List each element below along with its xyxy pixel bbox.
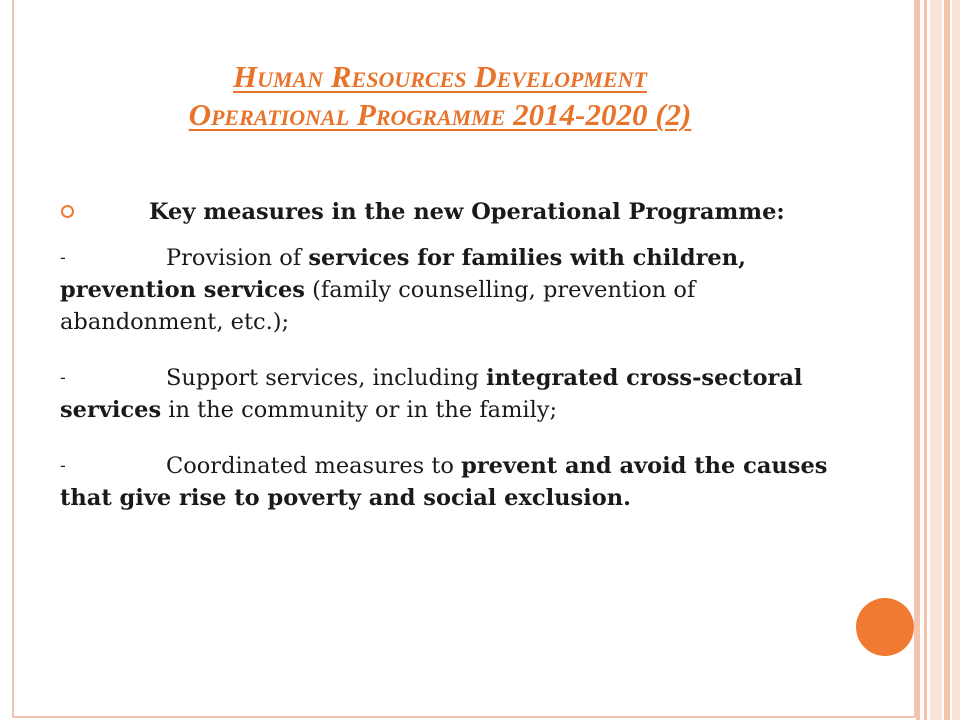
slide-body <box>60 196 830 514</box>
stripe <box>930 0 942 720</box>
slide-title-line-1: Human Resources Development <box>233 59 647 94</box>
decorative-orange-circle <box>856 598 914 656</box>
emphasized-text: services for families with children, prevention services <box>60 245 746 303</box>
stripe <box>944 0 950 720</box>
stripe <box>924 0 927 720</box>
intro-text: Key measures in the new Operational Programme: <box>149 199 785 225</box>
item-text: in the community or in the family; <box>161 397 558 423</box>
item-text: Coordinated measures to <box>166 453 462 479</box>
item-text: Support services, including <box>166 365 487 391</box>
emphasized-text: integrated cross-sectoral services <box>60 365 803 423</box>
measure-item <box>60 450 830 514</box>
circle-bullet-icon <box>61 205 74 218</box>
measure-item <box>60 362 830 426</box>
slide-title-line-2: Operational Programme 2014-2020 (2) <box>188 97 692 132</box>
dash-marker: - <box>60 248 66 268</box>
emphasized-text: prevent and avoid the causes that give rise to poverty and social exclusion. <box>60 453 828 511</box>
slide-title <box>60 58 820 134</box>
stripe <box>916 0 920 720</box>
stripe <box>952 0 960 720</box>
bullet-point <box>60 196 830 228</box>
dash-marker: - <box>60 368 66 388</box>
measure-item <box>60 242 830 338</box>
item-text: (family counselling, prevention of abandonment, etc.); <box>60 277 696 335</box>
decorative-side-stripes <box>916 0 960 720</box>
measures-list <box>60 242 830 514</box>
dash-marker: - <box>60 456 66 476</box>
item-text: Provision of <box>166 245 309 271</box>
